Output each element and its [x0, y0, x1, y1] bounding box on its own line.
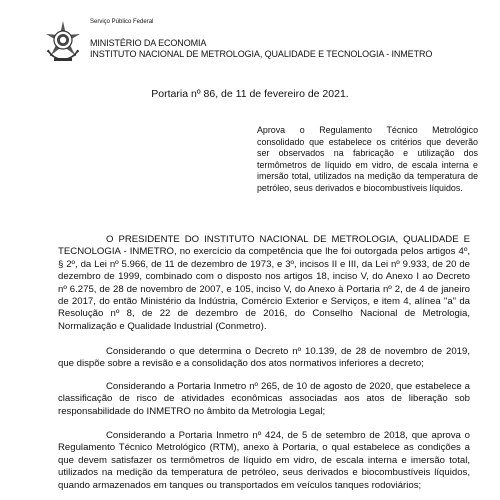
institute-name: INSTITUTO NACIONAL DE METROLOGIA, QUALIDADE E TECNOLOGIA - INMETRO: [90, 49, 433, 59]
preamble-paragraph: O PRESIDENTE DO INSTITUTO NACIONAL DE METROLOGIA, QUALIDADE E TECNOLOGIA - INMETRO, no exercício da competência que lhe foi outorgada pelos artigos 4º, § 2º, da Lei nº 5.966, de 11 de dezembro de 1973, e 3º, incisos II e III, da Lei nº 9.933, de 20 de dezembro de 1999, combinado com o disposto nos artigos 18, inciso V, do Anexo I ao Decreto nº 6.275, de 28 de novembro de 2007, e 105, inciso V, do Anexo à Portaria nº 2, de 4 de janeiro de 2017, do então Ministério da Indústria, Comércio Exterior e Serviços, e item 4, alínea "a" da Resolução nº 8, de 22 de dezembro de 2016, do Conselho Nacional de Metrologia, Normalização e Qualidade Industrial (Conmetro).: [58, 234, 470, 332]
ministry-name: MINISTÉRIO DA ECONOMIA: [90, 38, 207, 48]
ementa: Aprova o Regulamento Técnico Metrológico consolidado que estabelece os critérios que deverão ser observados na fabricação e utilização dos termômetros de líquido em vidro, de escala interna e imersão total, utilizados na medição da temperatura de petróleo, seus derivados e biocombustíveis líquidos.: [257, 125, 478, 193]
document-title: Portaria nº 86, de 11 de fevereiro de 2021.: [151, 88, 349, 100]
header-text: [90, 18, 432, 60]
brazil-coat-of-arms-icon: [42, 20, 84, 62]
considering-paragraph-3: Considerando a Portaria Inmetro nº 424, de 5 de setembro de 2018, que aprova o Regulamento Técnico Metrológico (RTM), anexo à Portaria, o qual estabelece as condições a que devem satisfazer os termômetros de líquido em vidro, de escala interna e imersão total, utilizados na medição da temperatura de petróleo, seus derivados e biocombustíveis líquidos, quando armazenados em tanques ou transportados em veículos tanques rodoviários;: [58, 430, 470, 491]
considering-paragraph-1: Considerando o que determina o Decreto nº 10.139, de 28 de novembro de 2019, que dispõe sobre a revisão e a consolidação dos atos normativos inferiores a decreto;: [58, 346, 470, 370]
document-header: [42, 18, 482, 60]
considering-paragraph-2: Considerando a Portaria Inmetro nº 265, de 10 de agosto de 2020, que estabelece a classificação de risco de atividades econômicas associadas aos atos de liberação sob responsabilidade do INMETRO no âmbito da Metrologia Legal;: [58, 381, 470, 417]
service-label: Serviço Público Federal: [90, 19, 154, 25]
